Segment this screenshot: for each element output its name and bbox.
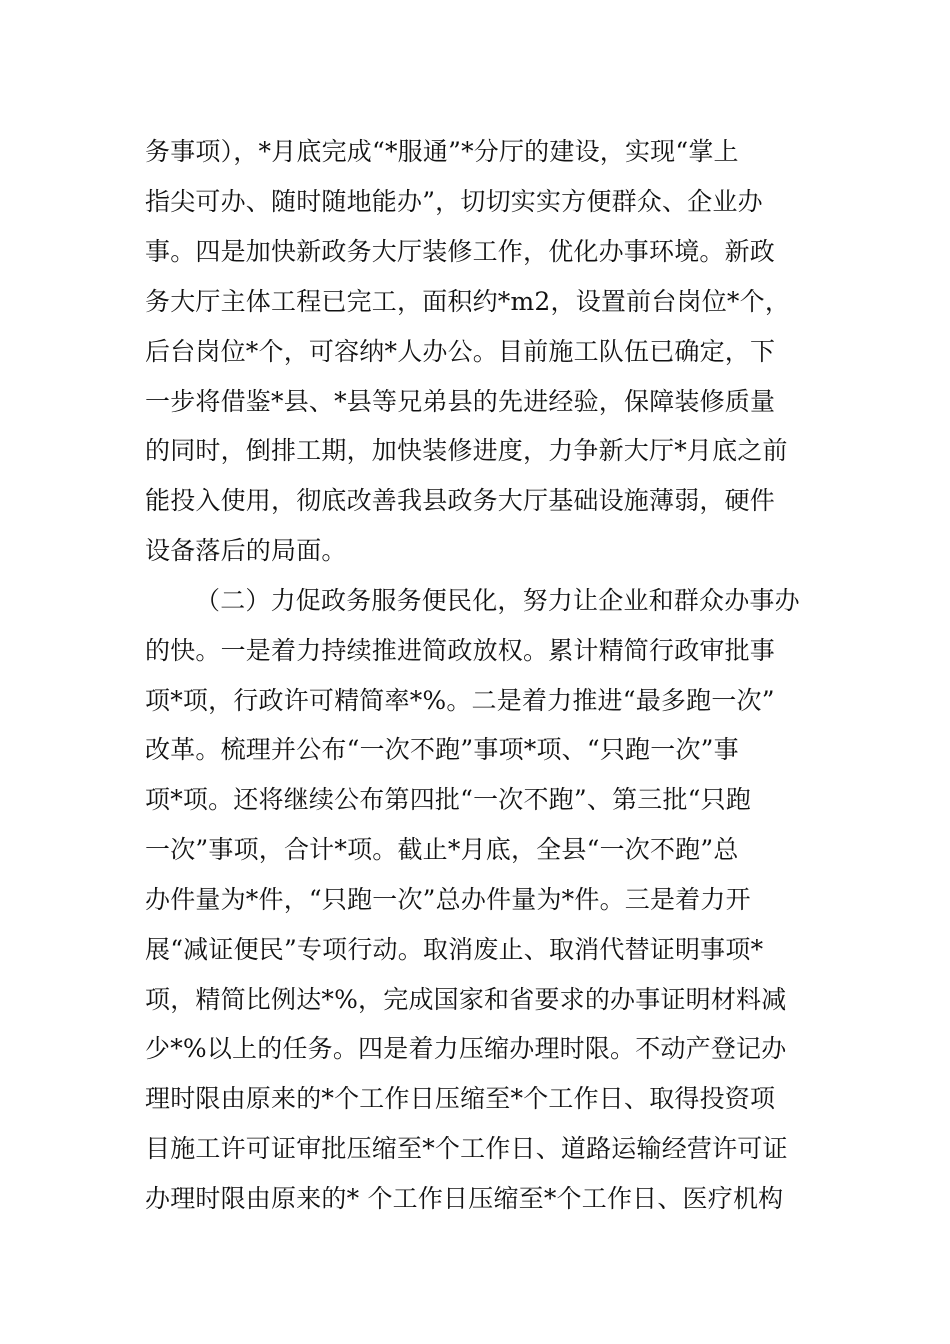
- text-line: 少*%以上的任务。四是着力压缩办理时限。不动产登记办: [145, 1034, 787, 1063]
- text-line: 项*项。还将继续公布第四批“一次不跑”、第三批“只跑: [145, 785, 752, 814]
- text-line: 一次”事项，合计*项。截止*月底，全县“一次不跑”总: [145, 835, 739, 864]
- text-line: 办理时限由原来的* 个工作日压缩至*个工作日、医疗机构: [145, 1184, 784, 1213]
- text-line-indented: （二）力促政务服务便民化，努力让企业和群众办事办: [195, 586, 800, 615]
- text-line: 事。四是加快新政务大厅装修工作，优化办事环境。新政: [145, 237, 776, 266]
- text-line: 改革。梳理并公布“一次不跑”事项*项、“只跑一次”事: [145, 735, 739, 764]
- text-line: 务事项），*月底完成“*服通”*分厅的建设，实现“掌上: [145, 137, 739, 166]
- text-line: 能投入使用，彻底改善我县政务大厅基础设施薄弱，硬件: [145, 486, 776, 515]
- text-line: 理时限由原来的*个工作日压缩至*个工作日、取得投资项: [145, 1084, 776, 1113]
- text-line: 目施工许可证审批压缩至*个工作日、道路运输经营许可证: [145, 1134, 788, 1163]
- text-line: 指尖可办、随时随地能办”，切切实实方便群众、企业办: [145, 187, 763, 216]
- text-line: 的同时，倒排工期，加快装修进度，力争新大厅*月底之前: [145, 436, 788, 465]
- text-line: 一步将借鉴*县、*县等兄弟县的先进经验，保障装修质量: [145, 387, 776, 416]
- text-line: 的快。一是着力持续推进简政放权。累计精简行政审批事: [145, 636, 776, 665]
- text-line: 后台岗位*个，可容纳*人办公。目前施工队伍已确定，下: [145, 337, 776, 366]
- text-line: 展“减证便民”专项行动。取消废止、取消代替证明事项*: [145, 935, 764, 964]
- text-line: 项*项，行政许可精简率*%。二是着力推进“最多跑一次”: [145, 686, 775, 715]
- text-line: 务大厅主体工程已完工，面积约*m2，设置前台岗位*个，: [145, 287, 791, 316]
- text-line: 办件量为*件，“只跑一次”总办件量为*件。三是着力开: [145, 885, 751, 914]
- text-line: 设备落后的局面。: [145, 536, 347, 565]
- text-line: 项，精简比例达*%，完成国家和省要求的办事证明材料减: [145, 985, 787, 1014]
